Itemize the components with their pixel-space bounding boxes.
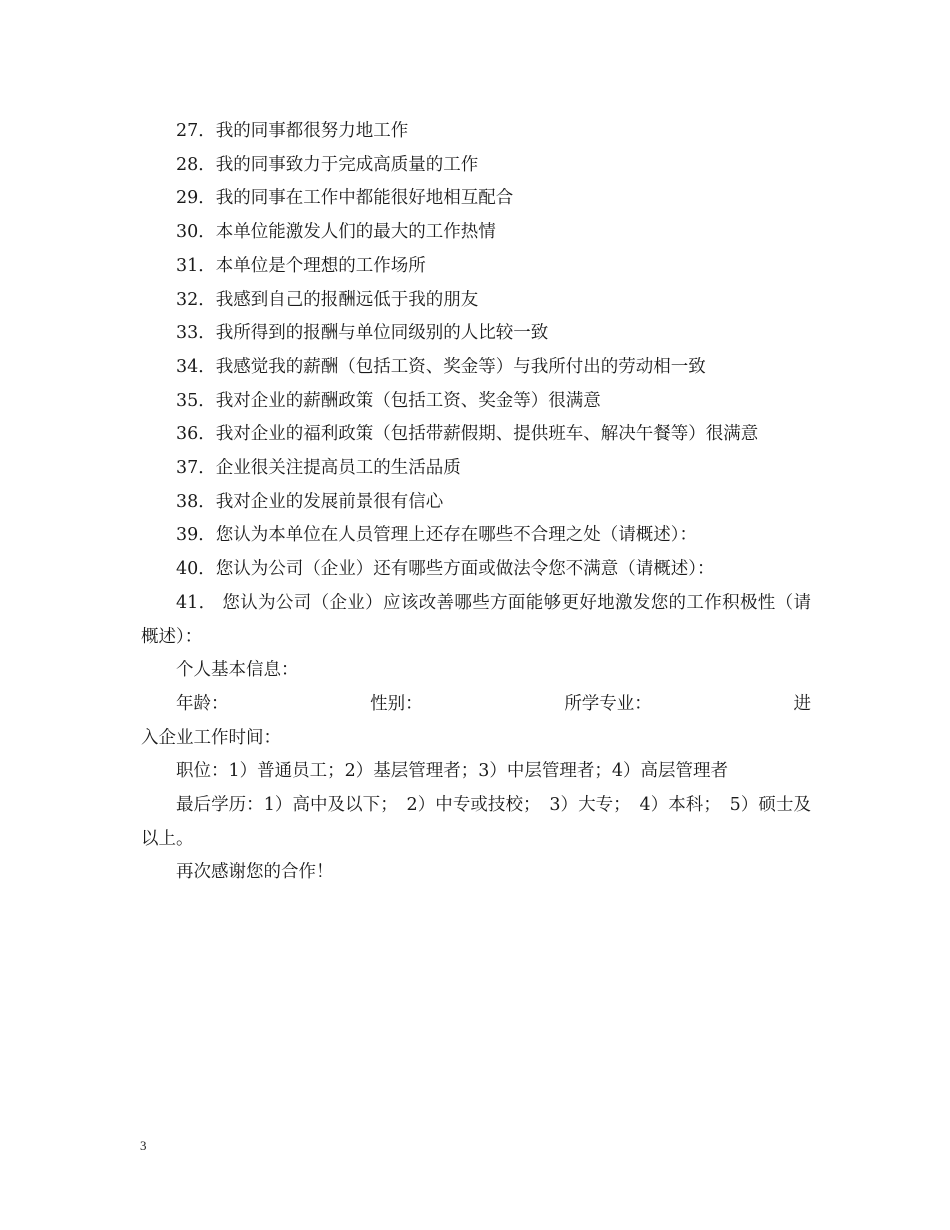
closing-thanks: 再次感谢您的合作！ — [176, 862, 334, 883]
question-32: 32．我感到自己的报酬远低于我的朋友 — [176, 289, 479, 310]
gender-label: 性别： — [370, 693, 423, 714]
question-37: 37．企业很关注提高员工的生活品质 — [176, 458, 461, 479]
age-label: 年龄： — [176, 693, 229, 714]
major-label: 所学专业： — [564, 693, 652, 714]
question-29: 29．我的同事在工作中都能很好地相互配合 — [176, 188, 514, 209]
page-number: 3 — [140, 1138, 147, 1153]
join-time-label-start: 进 — [793, 693, 811, 714]
question-36: 36．我对企业的福利政策（包括带薪假期、提供班车、解决午餐等）很满意 — [176, 424, 759, 445]
join-time-label: 入企业工作时间： — [141, 727, 281, 748]
personal-info-fields-row — [141, 688, 811, 722]
page-content — [141, 115, 811, 890]
question-33: 33．我所得到的报酬与单位同级别的人比较一致 — [176, 323, 549, 344]
personal-info-heading: 个人基本信息： — [176, 660, 299, 681]
question-31: 31．本单位是个理想的工作场所 — [176, 255, 426, 276]
question-34: 34．我感觉我的薪酬（包括工资、奖金等）与我所付出的劳动相一致 — [176, 356, 706, 377]
question-40: 40．您认为公司（企业）还有哪些方面或做法令您不满意（请概述）： — [176, 559, 715, 580]
education-options: 最后学历：1）高中及以下； 2）中专或技校； 3）大专； 4）本科； 5）硕士及以上。 — [141, 795, 811, 849]
question-27: 27．我的同事都很努力地工作 — [176, 121, 409, 141]
question-39: 39．您认为本单位在人员管理上还存在哪些不合理之处（请概述）： — [176, 525, 698, 546]
question-41: 41． 您认为公司（企业）应该改善哪些方面能够更好地激发您的工作积极性（请概述）： — [141, 592, 811, 647]
question-30: 30．本单位能激发人们的最大的工作热情 — [176, 222, 496, 243]
question-38: 38．我对企业的发展前景很有信心 — [176, 491, 444, 512]
question-35: 35．我对企业的薪酬政策（包括工资、奖金等）很满意 — [176, 390, 601, 411]
position-options: 职位：1）普通员工；2）基层管理者；3）中层管理者；4）高层管理者 — [176, 761, 729, 782]
question-28: 28．我的同事致力于完成高质量的工作 — [176, 154, 479, 175]
